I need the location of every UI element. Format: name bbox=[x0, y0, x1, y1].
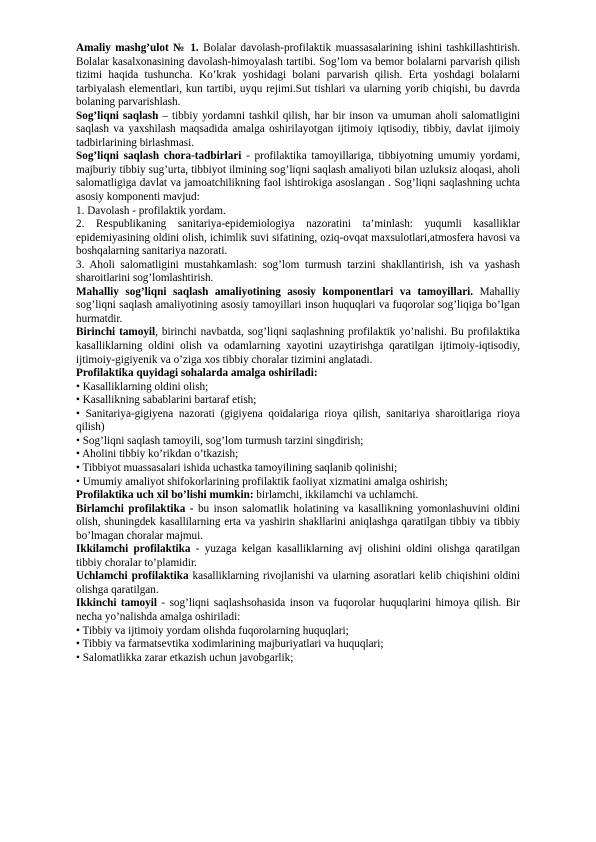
section-heading: Profilaktika uch xil bo’lishi mumkin: bbox=[76, 489, 254, 502]
section-heading: Mahalliy sog’liqni saqlash amaliyotining asosiy komponentlari va tamoyillari. bbox=[76, 285, 474, 298]
paragraph-text: - sog’liqni saqlashsohasida inson va fuqorolar huquqlarini himoya qilish. Bir necha yo’nalishda amalga oshiriladi: bbox=[76, 597, 521, 623]
bullet-item bbox=[76, 435, 520, 449]
paragraph-text: • Tibbiy va farmatsevtika xodimlarining majburiyatlari va huquqlari; bbox=[76, 638, 384, 651]
paragraph-components-principles bbox=[76, 286, 520, 327]
paragraph-text: kasalliklarning rivojlanishi va ularning asoratlari kelib chiqishini oldini olishga qaratilgan. bbox=[76, 570, 520, 596]
numbered-item-2 bbox=[76, 218, 520, 259]
term-heading: Sog’liqni saqlash chora-tadbirlari bbox=[76, 150, 242, 163]
paragraph-second-principle bbox=[76, 597, 520, 624]
paragraph-text: 1. Davolash - profilaktik yordam. bbox=[76, 204, 226, 217]
term-heading: Ikkinchi tamoyil bbox=[76, 597, 157, 610]
bullet-item bbox=[76, 652, 520, 666]
paragraph-first-principle bbox=[76, 326, 520, 367]
term-heading: Birinchi tamoyil bbox=[76, 326, 156, 339]
paragraph-primary-prophylaxis bbox=[76, 503, 520, 544]
term-heading: Ikkilamchi profilaktika bbox=[76, 543, 191, 556]
paragraph-health-measures bbox=[76, 150, 520, 204]
bullet-item bbox=[76, 638, 520, 652]
paragraph-text: • Sanitariya-gigiyena nazorati (gigiyena qoidalariga rioya qilish, sanitariya sharoitlariga rioya qilish) bbox=[76, 407, 520, 434]
paragraph-prophylaxis-areas bbox=[76, 367, 520, 381]
paragraph-text: • Umumiy amaliyot shifokorlarining profilaktik faoliyat xizmatini amalga oshirish; bbox=[76, 475, 448, 488]
paragraph-lesson-title bbox=[76, 42, 520, 110]
paragraph-text: • Tibbiy va ijtimoiy yordam olishda fuqorolarning huquqlari; bbox=[76, 624, 349, 637]
paragraph-text: bu inson salomatlik holatining va kasallikning yomonlashuvini oldini olish, shuningdek kasallilarning erta va yashirin shakllarini aniqlashga qaratilgan tibbiy va tibbiy bo’lmagan choralar majmui. bbox=[76, 502, 520, 542]
paragraph-tertiary-prophylaxis bbox=[76, 570, 520, 597]
term-heading: Uchlamchi profilaktika bbox=[76, 570, 189, 583]
lesson-title-heading: Amaliy mashg’ulot № 1. bbox=[76, 42, 199, 54]
paragraph-text: • Kasalliklarning oldini olish; bbox=[76, 380, 209, 393]
paragraph-prophylaxis-types bbox=[76, 489, 520, 503]
paragraph-text: Mahalliy sog’liqni saqlash amaliyotining asosiy tamoyillari inson huquqlari va fuqorolar sog’liqiga bo’lgan hurmatdir. bbox=[76, 285, 520, 325]
section-heading: Profilaktika quyidagi sohalarda amalga oshiriladi: bbox=[76, 367, 318, 380]
paragraph-text: • Tibbiyot muassasalari ishida uchastka tamoyilining saqlanib qolinishi; bbox=[76, 461, 398, 474]
paragraph-text: • Sog’liqni saqlash tamoyili, sog’lom turmush tarzini singdirish; bbox=[76, 434, 364, 447]
paragraph-secondary-prophylaxis bbox=[76, 543, 520, 570]
paragraph-text: birlamchi, ikkilamchi va uchlamchi. bbox=[253, 489, 419, 502]
paragraph-text: 2. Respublikaning sanitariya-epidemiologiya nazoratini ta’minlash: yuqumli kasalliklar epidemiyasining oldini olish, ichimlik suvi sifatining, oziq-ovqat maxsulotlari,atmosfera havosi va boshqalarning sanitariya nazorati. bbox=[76, 218, 520, 258]
paragraph-text: - profilaktika tamoyillariga, tibbiyotning umumiy yordami, majburiy tibbiy sug’urta, tibbiyot ilmining sog’liqni saqlash amaliyoti bilan uzluksiz aloqasi, aholi salomatligiga davlat va jamoatchilikning faol ishtirokiga asoslangan . Sog’liqni saqlashning uchta asosiy komponenti mavjud: bbox=[76, 150, 520, 204]
bullet-item bbox=[76, 448, 520, 462]
paragraph-text: • Salomatlikka zarar etkazish uchun javobgarlik; bbox=[76, 651, 294, 664]
paragraph-text: Bolalar davolash-profilaktik muassasalarining ishini tashkillashtirish. Bolalar kasalxonasining davolash-himoyalash tartibi. Sog’lom va bemor bolalarni parvarish qilish tizimi haqida tushuncha. Ko’krak yoshidagi bolani parvarish qilish. Erta yoshdagi bolalarni tarbiyalash elementlari, kun tartibi, uyqu rejimi.Sut tishlari va ularning yorib chiqishi, bu davrda bolaning parvarishlash. bbox=[76, 42, 520, 109]
bullet-item bbox=[76, 476, 520, 490]
term-heading: Sog’liqni saqlash bbox=[76, 109, 159, 122]
numbered-item-3 bbox=[76, 259, 520, 286]
bullet-item bbox=[76, 625, 520, 639]
paragraph-text: , birinchi navbatda, sog’liqni saqlashning profilaktik yo’nalishi. Bu profilaktika kasalliklarning oldini olish va odamlarning xayotini uzaytirishga qaratilgan ijtimoiy-iqtisodiy, ijtimoiy-gigiyenik va o’ziga xos tibbiy choralar tizimini anglatadi. bbox=[76, 326, 520, 366]
paragraph-text: - yuzaga kelgan kasalliklarning avj olishini oldini olishga qaratilgan tibbiy choralar to’plamidir. bbox=[76, 543, 520, 569]
bullet-item bbox=[76, 394, 520, 408]
bullet-item bbox=[76, 462, 520, 476]
numbered-item-1 bbox=[76, 205, 520, 219]
bullet-item bbox=[76, 381, 520, 395]
paragraph-text: 3. Aholi salomatligini mustahkamlash: sog’lom turmush tarzini shakllantirish, ish va yashash sharoitlarini sog’lomlashtirish. bbox=[76, 258, 520, 285]
paragraph-health-definition bbox=[76, 110, 520, 151]
term-heading: Birlamchi profilaktika - bbox=[76, 502, 194, 515]
paragraph-text: – tibbiy yordamni tashkil qilish, har bir inson va umuman aholi salomatligini saqlash va yaxshilash maqsadida amalga oshirilayotgan ijtimoiy iqtisodiy, tibbiy, davlat ijimoiy tadbirlarining birlashmasi. bbox=[76, 109, 520, 149]
paragraph-text: • Kasallikning sabablarini bartaraf etish; bbox=[76, 394, 257, 407]
paragraph-text: • Aholini tibbiy ko’rikdan o’tkazish; bbox=[76, 448, 239, 461]
bullet-item bbox=[76, 408, 520, 435]
